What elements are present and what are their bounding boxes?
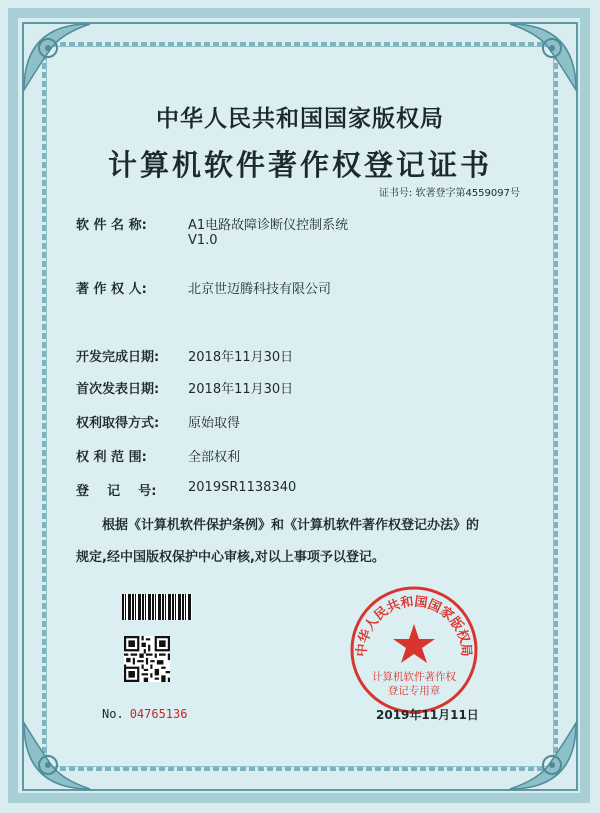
field-value: 全部权利	[188, 450, 241, 465]
field-version: V1.0	[188, 233, 218, 248]
cert-no-value: 软著登字第4559097号	[415, 188, 520, 199]
certificate-title: 计算机软件著作权登记证书	[107, 148, 492, 182]
issue-date: 2019年11月11日	[376, 708, 479, 722]
corner-ornament-icon	[20, 719, 94, 793]
seal-outer-text: 中华人民共和国国家版权局	[354, 594, 474, 658]
field-label: 登 记 号:	[76, 484, 157, 499]
corner-ornament-icon	[506, 20, 580, 94]
qr-code-icon	[124, 636, 170, 682]
field-label: 权利取得方式:	[76, 416, 160, 431]
corner-ornament-icon	[20, 20, 94, 94]
star-icon	[393, 624, 435, 663]
field-rights-scope	[76, 446, 240, 465]
field-development-date	[76, 346, 293, 365]
field-label: 首次发表日期:	[76, 382, 160, 397]
legal-statement	[76, 510, 536, 574]
legal-line-2: 规定,经中国版权保护中心审核,对以上事项予以登记。	[76, 550, 385, 565]
field-label: 开发完成日期:	[76, 350, 160, 365]
field-value: 北京世迈腾科技有限公司	[188, 282, 332, 297]
issuer-title: 中华人民共和国国家版权局	[156, 106, 444, 132]
seal-inner-line-2: 登记专用章	[387, 685, 441, 697]
field-publication-date	[76, 378, 293, 397]
corner-ornament-icon	[506, 719, 580, 793]
field-label: 著 作 权 人:	[76, 282, 147, 297]
field-value: 2018年11月30日	[188, 382, 294, 397]
field-value: 原始取得	[188, 416, 241, 431]
field-value: A1电路故障诊断仪控制系统	[188, 218, 349, 233]
serial-number	[102, 707, 187, 721]
field-value: 2018年11月30日	[188, 350, 294, 365]
field-acquisition-method	[76, 412, 240, 431]
seal-inner-line-1: 计算机软件著作权	[372, 671, 456, 683]
serial-label: No.	[102, 707, 124, 721]
field-label: 权 利 范 围:	[76, 450, 147, 465]
official-seal	[348, 584, 480, 716]
barcode	[122, 594, 192, 620]
field-value: 2019SR1138340	[188, 480, 297, 495]
legal-line-1: 根据《计算机软件保护条例》和《计算机软件著作权登记办法》的	[102, 518, 480, 533]
field-label: 软 件 名 称:	[76, 218, 147, 233]
field-software-name	[76, 214, 348, 248]
field-registration-number	[76, 480, 296, 499]
certificate-number	[379, 184, 520, 199]
field-copyright-owner	[76, 278, 331, 297]
serial-value: 04765136	[129, 707, 188, 721]
cert-no-label: 证书号:	[378, 188, 413, 199]
